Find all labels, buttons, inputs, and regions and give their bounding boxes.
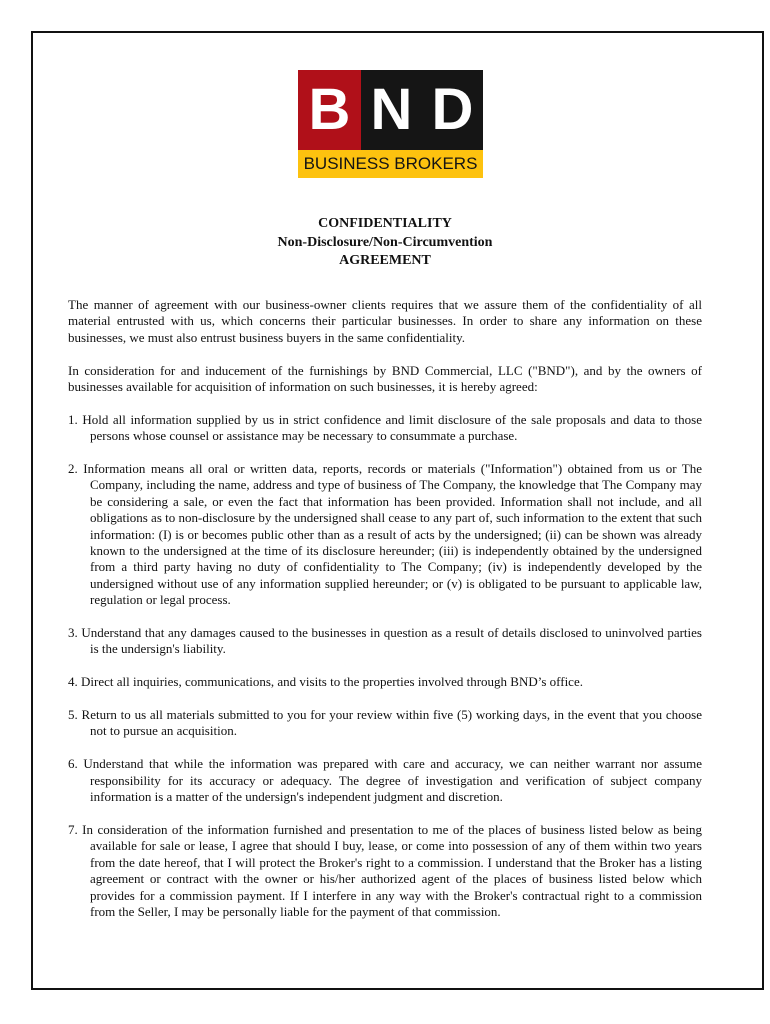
clause-2: 2. Information means all oral or written data, reports, records or materials ("Information") obtained from us or The Company, including the name, address and type of business of The Company, the knowledge that The Company may be considering a sale, or even the fact that information has been provided. Information shall not include, and all obligations as to non-disclosure by the undersigned shall cease to any part of, such information to the extent that such information: (I) is or becomes public other than as a result of acts by the undersigned; (ii) can be shown was already known to the undersigned at the time of its disclosure hereunder; (iii) is independently obtained by the undersigned from a third party having no duty of confidentiality to The Company; (iv) is independently developed by the undersigned without use of any information supplied hereunder; or (v) is obligated to be pursuant to applicable law, regulation or legal process. bbox=[68, 461, 702, 608]
logo-subtitle: BUSINESS BROKERS bbox=[298, 150, 483, 178]
clause-5: 5. Return to us all materials submitted to you for your review within five (5) working days, in the event that you choose not to pursue an acquisition. bbox=[68, 707, 702, 739]
title-line-3: AGREEMENT bbox=[339, 253, 431, 268]
logo-letter-d: D bbox=[422, 70, 483, 150]
agreement-body bbox=[68, 297, 702, 937]
bnd-logo bbox=[298, 70, 483, 178]
title-line-1: CONFIDENTIALITY bbox=[318, 216, 452, 231]
clause-1: 1. Hold all information supplied by us in strict confidence and limit disclosure of the sale proposals and data to those persons whose counsel or assistance may be necessary to consummate a purchase. bbox=[68, 411, 702, 444]
document-title bbox=[0, 215, 770, 271]
clause-6: 6. Understand that while the information was prepared with care and accuracy, we can neither warrant nor assume responsibility for its accuracy or adequacy. The degree of investigation and verification of subject company information is a matter of the undersign's independent judgment and discretion. bbox=[68, 756, 702, 805]
title-line-2: Non-Disclosure/Non-Circumvention bbox=[277, 234, 493, 250]
logo-letter-b: B bbox=[298, 70, 361, 150]
intro-paragraph: The manner of agreement with our business-owner clients requires that we assure them of the confidentiality of all material entrusted with us, which concerns their particular businesses. In order to share any information on these businesses, we must also entrust business buyers in the same confidentiality. bbox=[68, 297, 702, 345]
clause-3: 3. Understand that any damages caused to the businesses in question as a result of details disclosed to uninvolved parties is the undersign's liability. bbox=[68, 625, 702, 657]
clause-7: 7. In consideration of the information furnished and presentation to me of the places of business listed below as being available for sale or lease, I agree that should I buy, lease, or come into possession of any of them within two years from the date hereof, that I will protect the Broker's right to a commission. I understand that the Broker has a listing agreement or contract with the owner or his/her authorized agent of the places of business listed below which provides for a commission payment. If I interfere in any way with the Broker's contractual right to a commission from the Seller, I may be personally liable for the payment of that commission. bbox=[68, 821, 702, 919]
logo-letter-n: N bbox=[361, 70, 422, 150]
consideration-paragraph: In consideration for and inducement of the furnishings by BND Commercial, LLC ("BND"), and by the owners of businesses available for acquisition of information on such businesses, it is hereby agreed: bbox=[68, 362, 702, 395]
clause-4: 4. Direct all inquiries, communications, and visits to the properties involved through BND’s office. bbox=[68, 674, 583, 690]
